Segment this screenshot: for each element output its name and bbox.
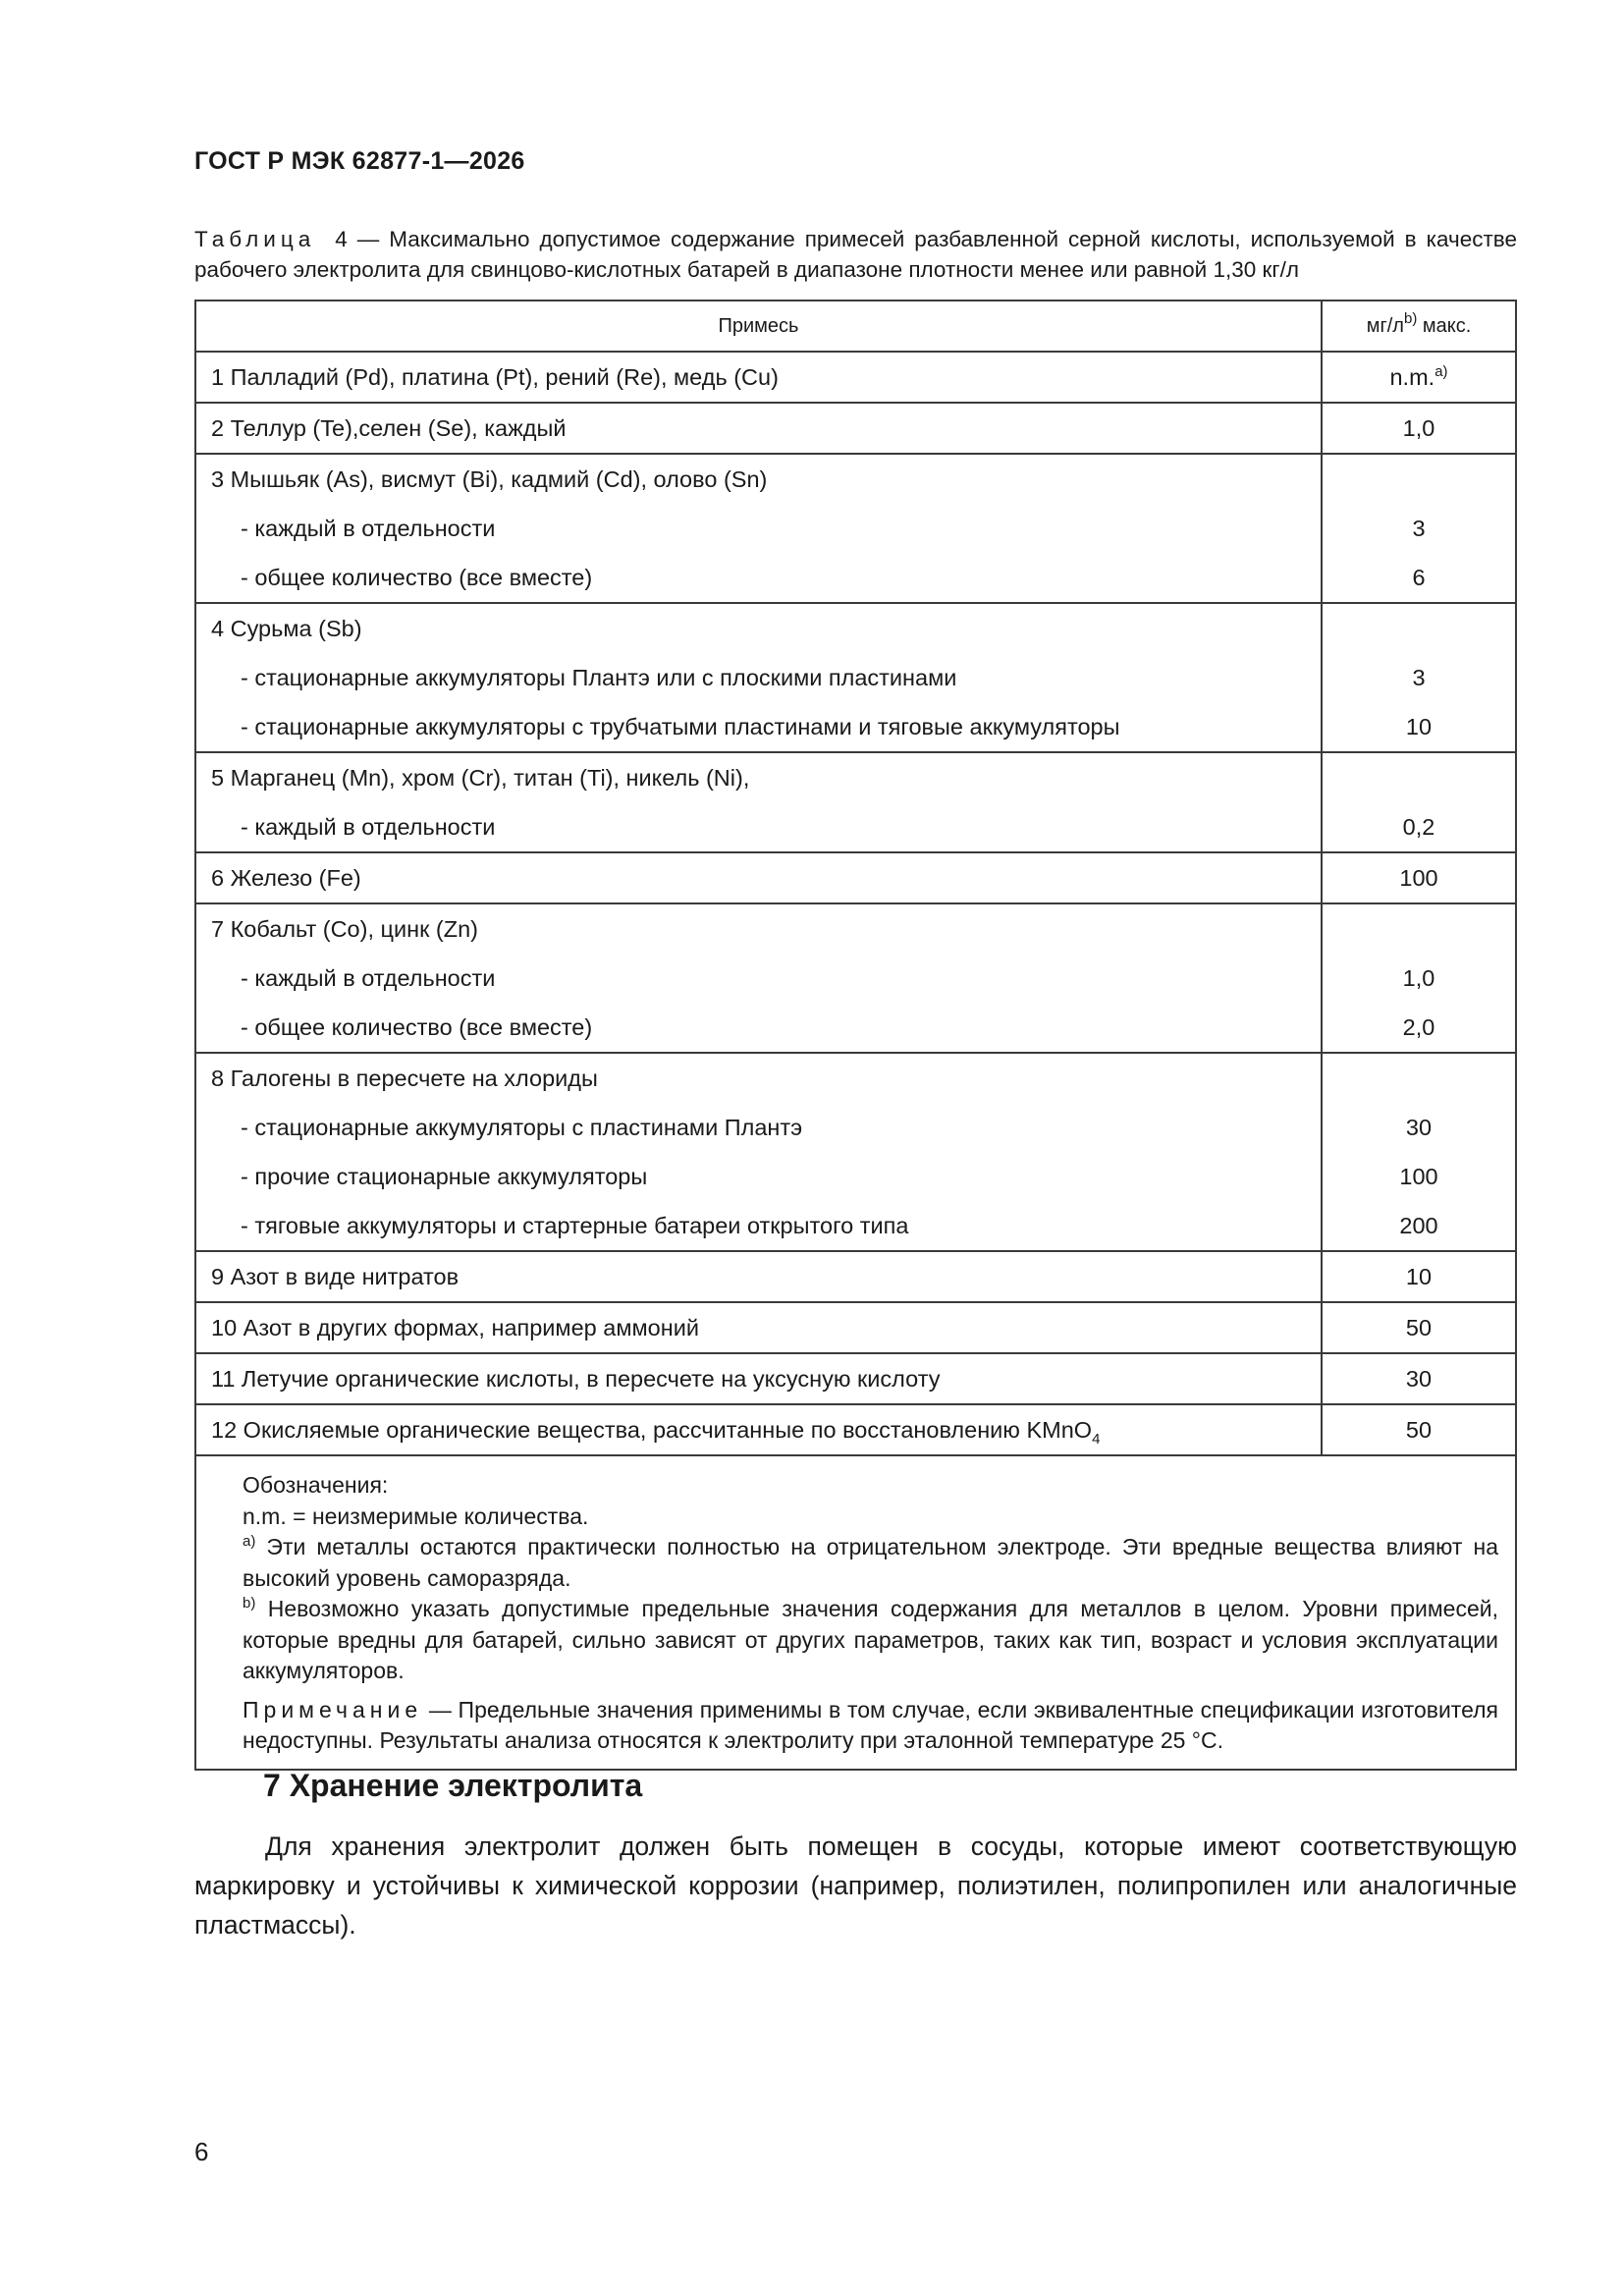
- footnote-b: [243, 1594, 1498, 1687]
- limit-line: [1323, 455, 1515, 504]
- impurity-cell: [195, 1353, 1322, 1404]
- footnote-a: [243, 1532, 1498, 1594]
- impurity-text: 1 Палладий (Pd), платина (Pt), рений (Re), медь (Cu): [211, 364, 779, 390]
- impurity-cell: [195, 903, 1322, 1053]
- limit-value: 10: [1405, 714, 1433, 739]
- limit-line: [1323, 954, 1515, 1003]
- limit-cell: [1322, 1353, 1516, 1404]
- section-title: 7 Хранение электролита: [263, 1768, 643, 1803]
- impurity-text: - общее количество (все вместе): [241, 1014, 593, 1040]
- table-caption-text: 4 — Максимально допустимое содержание примесей разбавленной серной кислоты, используемой в качестве рабочего электролита для свинцово-кислотных батарей в диапазоне плотности менее или равной 1,30 кг/л: [194, 227, 1517, 282]
- limit-line: [1323, 904, 1515, 954]
- limit-line: [1323, 1003, 1515, 1052]
- limit-cell: [1322, 403, 1516, 454]
- impurity-cell: [195, 852, 1322, 903]
- limit-value: 0,2: [1402, 814, 1435, 840]
- column-header-limit-base: мг/л: [1366, 314, 1404, 337]
- limit-line: [1323, 404, 1515, 453]
- column-header-limit-footnote: b): [1403, 309, 1418, 327]
- limit-line: [1323, 1303, 1515, 1352]
- impurity-text: - каждый в отдельности: [241, 965, 496, 991]
- limit-cell: [1322, 1404, 1516, 1455]
- impurity-text: - стационарные аккумуляторы с трубчатыми пластинами и тяговые аккумуляторы: [241, 714, 1120, 739]
- limit-cell: [1322, 903, 1516, 1053]
- impurity-text: 8 Галогены в пересчете на хлориды: [211, 1066, 598, 1091]
- impurity-text: - каждый в отдельности: [241, 814, 496, 840]
- limit-line: [1323, 553, 1515, 602]
- limit-line: [1323, 353, 1515, 402]
- notes-nm-definition: n.m. = неизмеримые количества.: [243, 1503, 589, 1529]
- impurity-line: [196, 1354, 1321, 1403]
- impurity-line: [196, 954, 1321, 1003]
- impurity-line: [196, 904, 1321, 954]
- limit-line: [1323, 1103, 1515, 1152]
- impurity-cell: [195, 352, 1322, 403]
- section-paragraph: Для хранения электролит должен быть помещен в сосуды, которые имеют соответствующую маркировку и устойчивы к химической коррозии (например, полиэтилен, полипропилен или аналогичные пластмассы).: [194, 1831, 1517, 1940]
- impurity-text: 4 Сурьма (Sb): [211, 616, 362, 641]
- impurity-subscript: 4: [1092, 1431, 1101, 1448]
- limit-cell: [1322, 1302, 1516, 1353]
- impurity-cell: [195, 454, 1322, 603]
- limit-value: 3: [1412, 516, 1426, 541]
- table-caption: [194, 224, 1517, 285]
- limit-line: [1323, 653, 1515, 702]
- table-row: [195, 1404, 1516, 1455]
- impurity-text: - тяговые аккумуляторы и стартерные батареи открытого типа: [241, 1213, 909, 1238]
- impurity-text: 2 Теллур (Te),селен (Se), каждый: [211, 415, 567, 441]
- column-header-impurity: Примесь: [195, 301, 1322, 352]
- impurity-cell: [195, 1302, 1322, 1353]
- limit-line: [1323, 604, 1515, 653]
- limit-value: 10: [1405, 1264, 1433, 1289]
- table-row: [195, 1353, 1516, 1404]
- impurity-line: [196, 455, 1321, 504]
- impurity-text: - каждый в отдельности: [241, 516, 496, 541]
- limit-value: 50: [1405, 1417, 1433, 1443]
- footnote-a-text: Эти металлы остаются практически полностью на отрицательном электроде. Эти вредные вещества влияют на высокий уровень саморазряда.: [243, 1534, 1498, 1591]
- footnote-b-mark: b): [243, 1595, 256, 1612]
- impurity-text: 9 Азот в виде нитратов: [211, 1264, 460, 1289]
- impurity-line: [196, 653, 1321, 702]
- table-notes-row: [195, 1455, 1516, 1770]
- limit-line: [1323, 702, 1515, 751]
- limit-cell: [1322, 852, 1516, 903]
- table-row: [195, 752, 1516, 852]
- impurity-line: [196, 1405, 1321, 1454]
- table-notes: [195, 1455, 1516, 1770]
- impurity-text: - общее количество (все вместе): [241, 565, 593, 590]
- impurity-line: [196, 1201, 1321, 1250]
- impurity-text: 3 Мышьяк (As), висмут (Bi), кадмий (Cd), олово (Sn): [211, 466, 768, 492]
- limit-value: 1,0: [1402, 415, 1435, 441]
- limit-cell: [1322, 454, 1516, 603]
- primechanie-text: — Предельные значения применимы в том случае, если эквивалентные спецификации изготовителя недоступны. Результаты анализа относятся к электролиту при эталонной температуре 25 °С.: [243, 1696, 1498, 1753]
- impurity-line: [196, 604, 1321, 653]
- limit-line: [1323, 753, 1515, 802]
- impurity-text: 10 Азот в других формах, например аммоний: [211, 1315, 699, 1340]
- impurity-text: - прочие стационарные аккумуляторы: [241, 1164, 648, 1189]
- impurities-table: [194, 300, 1517, 1771]
- primechanie-label: Примечание: [243, 1696, 423, 1722]
- limit-cell: [1322, 352, 1516, 403]
- limit-cell: [1322, 603, 1516, 752]
- table-row: [195, 603, 1516, 752]
- limit-footnote-mark: a): [1434, 363, 1448, 380]
- footnote-b-text: Невозможно указать допустимые предельные значения содержания для металлов в целом. Уровни примесей, которые вредны для батарей, сильно зависят от других параметров, таких как тип, возраст и условия эксплуатации аккумуляторов.: [243, 1596, 1498, 1683]
- limit-value: 30: [1405, 1366, 1433, 1392]
- table-header-row: [195, 301, 1516, 352]
- limit-value: n.m.: [1389, 364, 1435, 390]
- table-caption-prefix: Таблица: [194, 227, 316, 251]
- impurity-line: [196, 1252, 1321, 1301]
- limit-value: 100: [1399, 865, 1438, 891]
- impurity-text: 11 Летучие органические кислоты, в пересчете на уксусную кислоту: [211, 1366, 941, 1392]
- impurity-line: [196, 753, 1321, 802]
- table-row: [195, 454, 1516, 603]
- table-row: [195, 352, 1516, 403]
- table-row: [195, 852, 1516, 903]
- table-body: [195, 352, 1516, 1455]
- impurity-line: [196, 353, 1321, 402]
- impurity-line: [196, 1152, 1321, 1201]
- limit-value: 100: [1399, 1164, 1438, 1189]
- footnote-a-mark: a): [243, 1533, 256, 1550]
- impurity-cell: [195, 403, 1322, 454]
- limit-value: 2,0: [1402, 1014, 1435, 1040]
- impurity-line: [196, 702, 1321, 751]
- column-header-limit-tail: макс.: [1417, 314, 1472, 337]
- notes-legend-title: Обозначения:: [243, 1472, 389, 1498]
- impurity-cell: [195, 1053, 1322, 1251]
- limit-cell: [1322, 1251, 1516, 1302]
- impurity-text: 6 Железо (Fe): [211, 865, 361, 891]
- limit-line: [1323, 1201, 1515, 1250]
- table-row: [195, 903, 1516, 1053]
- limit-value: 6: [1412, 565, 1426, 590]
- document-header: ГОСТ Р МЭК 62877-1—2026: [194, 147, 525, 175]
- impurity-line: [196, 404, 1321, 453]
- primechanie: [243, 1695, 1498, 1757]
- limit-cell: [1322, 1053, 1516, 1251]
- impurity-line: [196, 1003, 1321, 1052]
- impurity-text: 5 Марганец (Mn), хром (Cr), титан (Ti), никель (Ni),: [211, 765, 750, 791]
- limit-value: 3: [1412, 665, 1426, 690]
- impurity-text: 12 Окисляемые органические вещества, рассчитанные по восстановлению KMnO: [211, 1417, 1093, 1443]
- limit-value: 200: [1399, 1213, 1438, 1238]
- limit-value: 50: [1405, 1315, 1433, 1340]
- impurity-text: - стационарные аккумуляторы Плантэ или с плоскими пластинами: [241, 665, 957, 690]
- impurity-text: 7 Кобальт (Co), цинк (Zn): [211, 916, 478, 942]
- impurity-cell: [195, 1404, 1322, 1455]
- limit-value: 30: [1405, 1115, 1433, 1140]
- impurity-line: [196, 802, 1321, 851]
- limit-line: [1323, 1354, 1515, 1403]
- limit-value: 1,0: [1402, 965, 1435, 991]
- limit-line: [1323, 853, 1515, 902]
- impurity-line: [196, 1103, 1321, 1152]
- limit-line: [1323, 1405, 1515, 1454]
- impurity-line: [196, 1054, 1321, 1103]
- limit-line: [1323, 1152, 1515, 1201]
- impurity-cell: [195, 603, 1322, 752]
- limit-line: [1323, 1252, 1515, 1301]
- table-row: [195, 1251, 1516, 1302]
- limit-line: [1323, 802, 1515, 851]
- page-number: 6: [194, 2137, 209, 2166]
- limit-line: [1323, 1054, 1515, 1103]
- impurity-line: [196, 504, 1321, 553]
- table-row: [195, 1302, 1516, 1353]
- limit-line: [1323, 504, 1515, 553]
- table-row: [195, 1053, 1516, 1251]
- table-row: [195, 403, 1516, 454]
- impurity-line: [196, 1303, 1321, 1352]
- impurity-cell: [195, 1251, 1322, 1302]
- impurity-text: - стационарные аккумуляторы с пластинами Плантэ: [241, 1115, 803, 1140]
- impurity-cell: [195, 752, 1322, 852]
- limit-cell: [1322, 752, 1516, 852]
- column-header-limit: [1322, 301, 1516, 352]
- impurity-line: [196, 553, 1321, 602]
- impurity-line: [196, 853, 1321, 902]
